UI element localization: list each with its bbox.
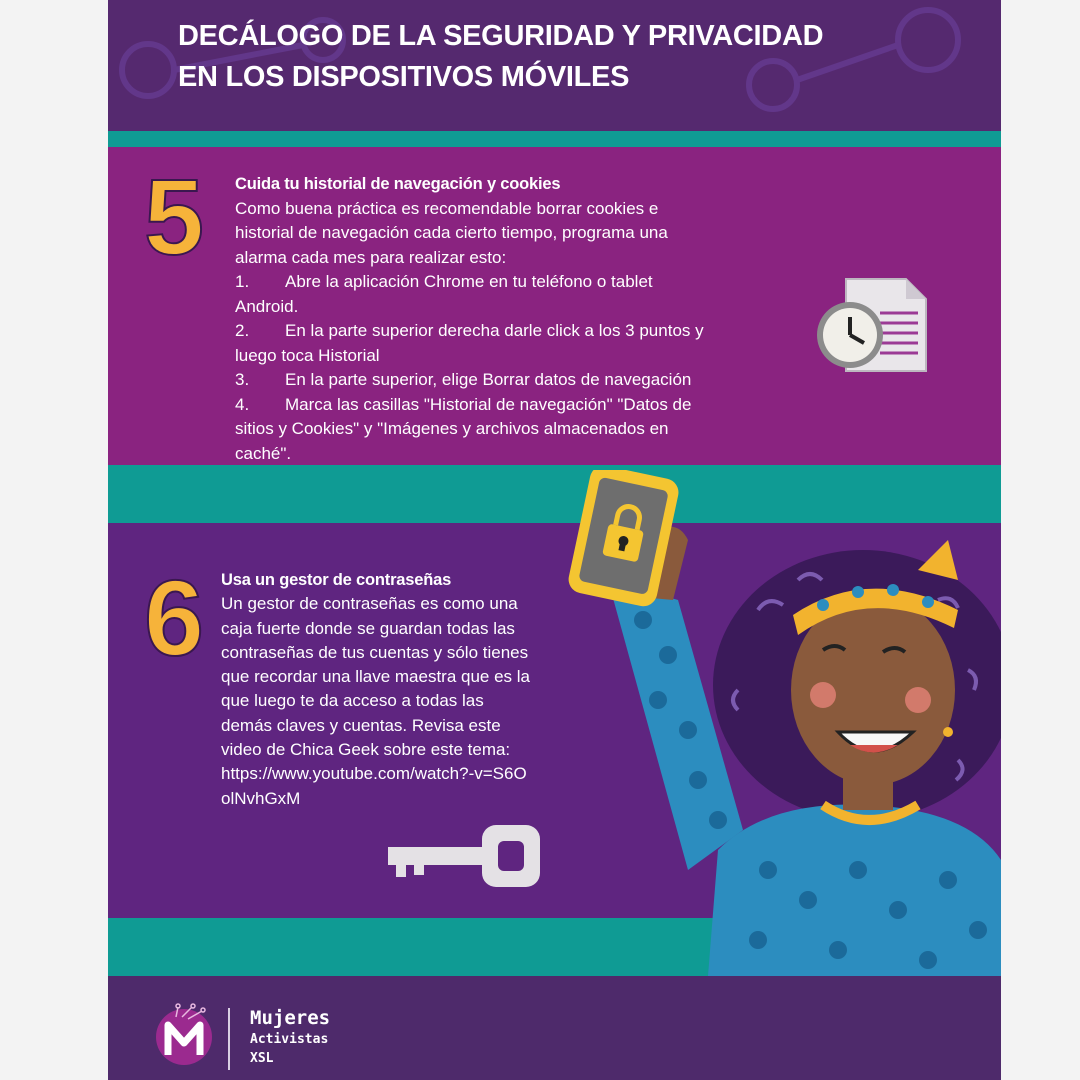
page-title bbox=[178, 16, 823, 98]
step-2 bbox=[235, 319, 705, 368]
title-line-1: DECÁLOGO DE LA SEGURIDAD Y PRIVACIDAD bbox=[178, 20, 824, 52]
section-5-content bbox=[235, 172, 705, 491]
logo-divider bbox=[228, 1008, 230, 1070]
step-4 bbox=[235, 393, 705, 467]
mujeres-activistas-m-logo bbox=[152, 1003, 216, 1067]
section-6-content bbox=[221, 568, 536, 811]
key-icon bbox=[384, 821, 544, 893]
step-1-text: Abre la aplicación Chrome en tu teléfono o tablet Android. bbox=[235, 272, 653, 316]
brand-line-2: Activistas bbox=[250, 1032, 329, 1047]
woman-holding-locked-phone-illustration bbox=[538, 470, 1001, 976]
section-6-body: Un gestor de contraseñas es como una caja fuerte donde se guardan todas las contraseñas de tus cuentas y sólo tienes que recordar una llave maestra que es la que luego te da acceso a todas las demás claves y cuentas. Revisa este video de Chica Geek sobre este tema: bbox=[221, 594, 531, 760]
brand-line-1: Mujeres bbox=[250, 1007, 331, 1029]
section-6-heading: Usa un gestor de contraseñas bbox=[221, 571, 452, 589]
section-5-intro: Como buena práctica es recomendable borrar cookies e historial de navegación cada cierto tiempo, programa una alarma cada mes para realizar esto: bbox=[235, 198, 668, 267]
step-1 bbox=[235, 270, 705, 319]
title-line-2: EN LOS DISPOSITIVOS MÓVILES bbox=[178, 61, 630, 93]
step-3-number: 3. bbox=[235, 370, 250, 389]
step-3 bbox=[235, 368, 705, 393]
step-4-number: 4. bbox=[235, 394, 250, 414]
teal-divider-top bbox=[108, 131, 1001, 147]
section-5-number: 5 bbox=[144, 156, 205, 277]
step-4-text: Marca las casillas "Historial de navegación" "Datos de sitios y Cookies" y "Imágenes y archivos almacenados en caché". bbox=[235, 394, 692, 463]
infographic-poster bbox=[108, 0, 1001, 1080]
section-6-number: 6 bbox=[144, 557, 205, 678]
step-2-number: 2. bbox=[235, 321, 250, 340]
footer bbox=[108, 976, 1001, 1080]
section-5-steps bbox=[235, 270, 705, 491]
header-banner bbox=[108, 0, 1001, 131]
brand-line-3: XSL bbox=[250, 1051, 274, 1066]
step-3-text: En la parte superior, elige Borrar datos de navegación bbox=[285, 370, 692, 389]
step-1-number: 1. bbox=[235, 272, 250, 291]
history-document-clock-icon bbox=[814, 275, 932, 375]
brand-name bbox=[250, 1006, 330, 1068]
step-2-text: En la parte superior derecha darle click a los 3 puntos y luego toca Historial bbox=[235, 321, 704, 365]
section-6-video-link[interactable]: https://www.youtube.com/watch?-v=S6OolNvhGxM bbox=[221, 764, 527, 808]
section-5-browsing-history bbox=[108, 147, 1001, 465]
section-5-heading: Cuida tu historial de navegación y cookies bbox=[235, 175, 561, 193]
